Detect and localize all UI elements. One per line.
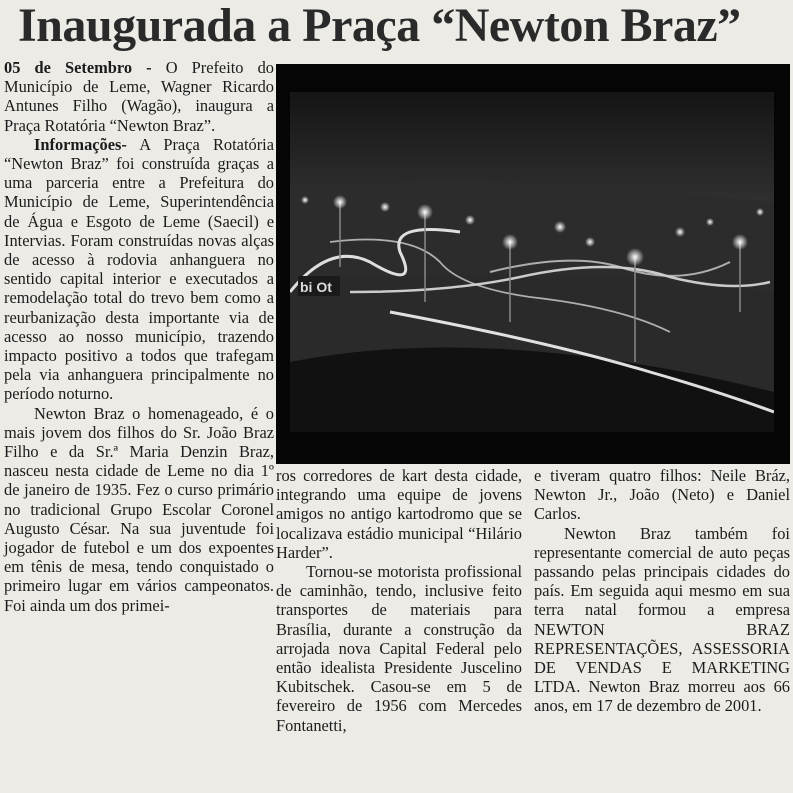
paragraph-text: O Prefeito do Município de Leme, Wagner Ricardo Antunes Filho (Wagão), inaugura a Praça Rotatória “Newton Braz”. [4,58,274,135]
paragraph-kart: ros corredores de kart desta cidade, integrando uma equipe de jovens amigos no antigo kartodromo que se localizava estádio municipal “Hilário Harder”. [276,466,522,562]
info-lead: Informações- [34,134,127,154]
paragraph-career: Tornou-se motorista profissional de caminhão, tendo, inclusive feito transportes de materiais para Brasília, durante a construção da arrojada nova Capital Federal pelo então idealista Presidente Juscelino Kubitschek. Casou-se em 5 de fevereiro de 1956 com Mercedes Fontanetti, [276,562,522,735]
headline: Inaugurada a Praça “Newton Braz” [18,0,741,52]
paragraph-inauguration [4,58,274,135]
paragraph-info [4,135,274,404]
dateline: 05 de Setembro - [4,58,152,77]
paragraph-children: e tiveram quatro filhos: Neile Bráz, Newton Jr., João (Neto) e Daniel Carlos. [534,466,790,524]
paragraph-biography: Newton Braz o homenageado, é o mais jovem dos filhos do Sr. João Braz Filho e da Sr.ª Maria Denzin Braz, nasceu nesta cidade de Leme no dia 1º de janeiro de 1935. Fez o curso primário no tradicional Grupo Escolar Coronel Augusto César. Na sua juventude foi jogador de futebol e um dos expoentes em tênis de mesa, tendo conquistado o primeiro lugar em vários campeonatos. Foi ainda um dos primei- [4,403,274,615]
article-middle-column [276,466,522,735]
paragraph-text: A Praça Rotatória “Newton Braz” foi construída graças a uma parceria entre a Prefeitura do Município de Leme, Superintendência de Água e Esgoto de Leme (Saecil) e Intervias. Foram construídas novas alças de acesso à rodovia anhanguera no sentido capital interior e executados a remodelação total do trevo bem como a reurbanização desta importante via de acesso ao nosso município, trazendo impacto positivo a todos que trafegam pela via anhanguera principalmente no período noturno. [4,134,274,404]
article-right-column [534,466,790,716]
article-left-column [4,58,274,615]
photo-roundabout-night [290,92,774,432]
paragraph-company: Newton Braz também foi representante comercial de auto peças passando pelas principais cidades do país. Em seguida aqui mesmo em sua terra natal formou a empresa NEWTON BRAZ REPRESENTAÇÕES, ASSESSORIA DE VENDAS E MARKETING LTDA. Newton Braz morreu aos 66 anos, em 17 de dezembro de 2001. [534,523,790,716]
roadside-sign-text: bi Ot [300,279,332,295]
photo-frame [276,64,790,464]
